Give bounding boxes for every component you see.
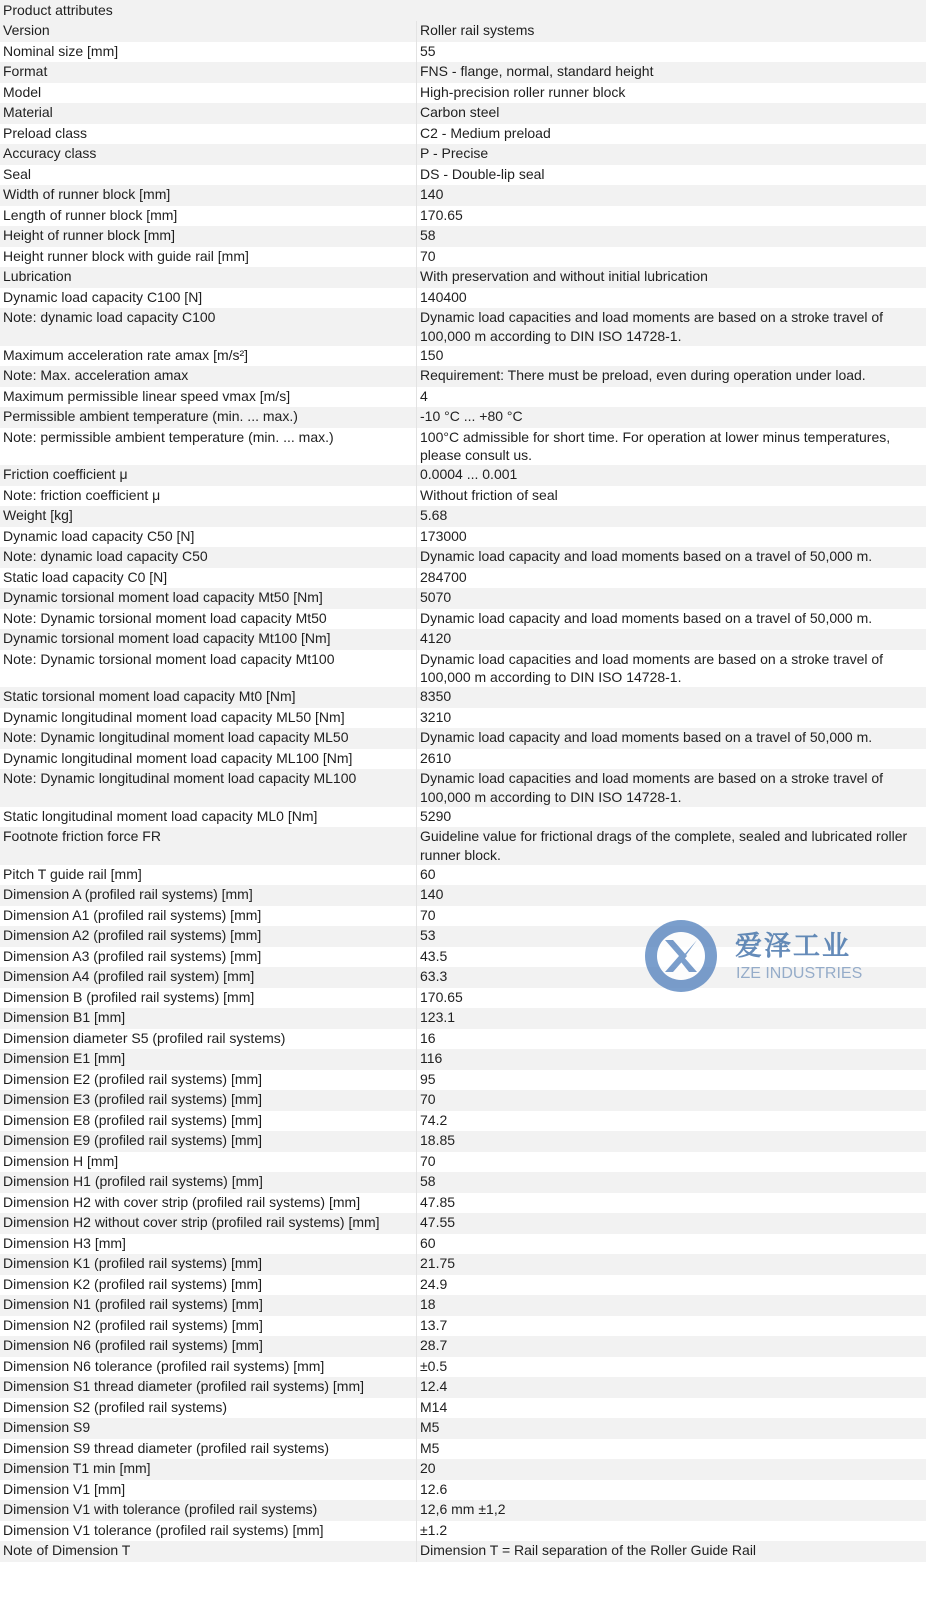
attribute-name: Note: Dynamic longitudinal moment load capacity ML50 — [0, 728, 417, 749]
attribute-name: Dynamic torsional moment load capacity Mt100 [Nm] — [0, 629, 417, 650]
table-row — [0, 206, 926, 227]
attribute-value: M5 — [417, 1418, 927, 1439]
attribute-name: Dimension diameter S5 (profiled rail systems) — [0, 1029, 417, 1050]
table-row — [0, 288, 926, 309]
attribute-value: Without friction of seal — [417, 486, 927, 507]
attribute-value: 140 — [417, 885, 927, 906]
table-row — [0, 1459, 926, 1480]
attribute-name: Preload class — [0, 124, 417, 145]
table-row — [0, 865, 926, 886]
table-row — [0, 1439, 926, 1460]
table-row — [0, 1377, 926, 1398]
attribute-name: Note of Dimension T — [0, 1541, 417, 1562]
attribute-name: Dimension B1 [mm] — [0, 1008, 417, 1029]
attribute-value: 43.5 — [417, 947, 927, 968]
table-row — [0, 1111, 926, 1132]
attribute-value: 12.6 — [417, 1480, 927, 1501]
attribute-value: 70 — [417, 1090, 927, 1111]
attribute-value: Dynamic load capacities and load moments are based on a stroke travel of 100,000 m according to DIN ISO 14728-1. — [417, 308, 927, 346]
attribute-name: Material — [0, 103, 417, 124]
attribute-name: Note: friction coefficient μ — [0, 486, 417, 507]
attribute-value: 150 — [417, 346, 927, 367]
attribute-name: Dimension A4 (profiled rail system) [mm] — [0, 967, 417, 988]
attribute-value: 170.65 — [417, 988, 927, 1009]
attribute-name: Dimension A (profiled rail systems) [mm] — [0, 885, 417, 906]
attribute-value: -10 °C ... +80 °C — [417, 407, 927, 428]
attribute-value: C2 - Medium preload — [417, 124, 927, 145]
attribute-name: Nominal size [mm] — [0, 42, 417, 63]
attribute-value: 5.68 — [417, 506, 927, 527]
table-row — [0, 547, 926, 568]
attribute-value: 60 — [417, 865, 927, 886]
table-row — [0, 568, 926, 589]
attribute-value: 60 — [417, 1234, 927, 1255]
attribute-name: Height runner block with guide rail [mm] — [0, 247, 417, 268]
attribute-name: Maximum acceleration rate amax [m/s²] — [0, 346, 417, 367]
attribute-name: Static load capacity C0 [N] — [0, 568, 417, 589]
attribute-name: Dimension H2 without cover strip (profiled rail systems) [mm] — [0, 1213, 417, 1234]
attribute-name: Dynamic longitudinal moment load capacity ML50 [Nm] — [0, 708, 417, 729]
attribute-value: 140 — [417, 185, 927, 206]
table-row — [0, 103, 926, 124]
attribute-value: 28.7 — [417, 1336, 927, 1357]
attribute-name: Note: permissible ambient temperature (min. ... max.) — [0, 428, 417, 466]
attribute-name: Lubrication — [0, 267, 417, 288]
attribute-value: Carbon steel — [417, 103, 927, 124]
table-row — [0, 1070, 926, 1091]
table-row — [0, 749, 926, 770]
table-row — [0, 807, 926, 828]
attribute-value: 5070 — [417, 588, 927, 609]
attribute-value: P - Precise — [417, 144, 927, 165]
table-row — [0, 988, 926, 1009]
attribute-name: Static torsional moment load capacity Mt0 [Nm] — [0, 687, 417, 708]
table-row — [0, 165, 926, 186]
table-row — [0, 21, 926, 42]
watermark-english-text: IZE INDUSTRIES — [736, 965, 863, 982]
table-row — [0, 247, 926, 268]
attribute-name: Version — [0, 21, 417, 42]
table-row — [0, 947, 926, 968]
attribute-value: M14 — [417, 1398, 927, 1419]
attribute-name: Pitch T guide rail [mm] — [0, 865, 417, 886]
attributes-table — [0, 21, 926, 1562]
attribute-value: 4120 — [417, 629, 927, 650]
table-row — [0, 308, 926, 346]
attribute-name: Dynamic torsional moment load capacity Mt50 [Nm] — [0, 588, 417, 609]
table-row — [0, 687, 926, 708]
watermark-chinese-text: 爱泽工业 — [735, 931, 851, 962]
table-row — [0, 124, 926, 145]
attribute-value: 18.85 — [417, 1131, 927, 1152]
attribute-value: 18 — [417, 1295, 927, 1316]
attribute-name: Note: Max. acceleration amax — [0, 366, 417, 387]
table-row — [0, 1295, 926, 1316]
attribute-value: 140400 — [417, 288, 927, 309]
table-row — [0, 1152, 926, 1173]
attribute-name: Dimension A3 (profiled rail systems) [mm] — [0, 947, 417, 968]
attribute-value: Dynamic load capacity and load moments based on a travel of 50,000 m. — [417, 547, 927, 568]
attribute-name: Note: dynamic load capacity C100 — [0, 308, 417, 346]
table-row — [0, 1172, 926, 1193]
attribute-value: 12,6 mm ±1,2 — [417, 1500, 927, 1521]
table-row — [0, 1234, 926, 1255]
table-row — [0, 906, 926, 927]
attribute-value: Dimension T = Rail separation of the Roller Guide Rail — [417, 1541, 927, 1562]
attribute-value: 58 — [417, 1172, 927, 1193]
attribute-name: Dimension V1 tolerance (profiled rail systems) [mm] — [0, 1521, 417, 1542]
attribute-value: 21.75 — [417, 1254, 927, 1275]
table-row — [0, 1480, 926, 1501]
attribute-name: Dimension B (profiled rail systems) [mm] — [0, 988, 417, 1009]
attribute-value: 70 — [417, 1152, 927, 1173]
attribute-value: 0.0004 ... 0.001 — [417, 465, 927, 486]
table-row — [0, 83, 926, 104]
table-row — [0, 1500, 926, 1521]
attribute-name: Height of runner block [mm] — [0, 226, 417, 247]
attribute-value: Dynamic load capacities and load moments are based on a stroke travel of 100,000 m according to DIN ISO 14728-1. — [417, 650, 927, 688]
attribute-name: Note: Dynamic torsional moment load capacity Mt50 — [0, 609, 417, 630]
attribute-value: 100°C admissible for short time. For operation at lower minus temperatures, please consult us. — [417, 428, 927, 466]
table-row — [0, 62, 926, 83]
attribute-name: Note: dynamic load capacity C50 — [0, 547, 417, 568]
table-row — [0, 967, 926, 988]
table-row — [0, 1049, 926, 1070]
attribute-name: Dimension E9 (profiled rail systems) [mm] — [0, 1131, 417, 1152]
table-row — [0, 486, 926, 507]
attribute-name: Dynamic longitudinal moment load capacity ML100 [Nm] — [0, 749, 417, 770]
table-row — [0, 527, 926, 548]
table-row — [0, 1521, 926, 1542]
attribute-name: Dimension K2 (profiled rail systems) [mm] — [0, 1275, 417, 1296]
attribute-name: Length of runner block [mm] — [0, 206, 417, 227]
attribute-value: FNS - flange, normal, standard height — [417, 62, 927, 83]
table-row — [0, 1193, 926, 1214]
attribute-name: Dimension S9 — [0, 1418, 417, 1439]
table-row — [0, 769, 926, 807]
attribute-value: 8350 — [417, 687, 927, 708]
attribute-name: Format — [0, 62, 417, 83]
attribute-name: Dimension T1 min [mm] — [0, 1459, 417, 1480]
attribute-name: Dimension H1 (profiled rail systems) [mm] — [0, 1172, 417, 1193]
attribute-value: 47.85 — [417, 1193, 927, 1214]
attribute-name: Note: Dynamic torsional moment load capacity Mt100 — [0, 650, 417, 688]
attribute-value: 12.4 — [417, 1377, 927, 1398]
table-row — [0, 1418, 926, 1439]
table-row — [0, 1316, 926, 1337]
table-row — [0, 428, 926, 466]
attribute-value: 55 — [417, 42, 927, 63]
attribute-value: With preservation and without initial lubrication — [417, 267, 927, 288]
attribute-value: Requirement: There must be preload, even during operation under load. — [417, 366, 927, 387]
attribute-name: Dimension H [mm] — [0, 1152, 417, 1173]
attribute-value: 16 — [417, 1029, 927, 1050]
attribute-value: 4 — [417, 387, 927, 408]
attribute-name: Permissible ambient temperature (min. ... max.) — [0, 407, 417, 428]
attribute-name: Dimension S9 thread diameter (profiled rail systems) — [0, 1439, 417, 1460]
table-row — [0, 1398, 926, 1419]
attribute-name: Dimension E3 (profiled rail systems) [mm] — [0, 1090, 417, 1111]
attribute-name: Dimension N1 (profiled rail systems) [mm] — [0, 1295, 417, 1316]
attribute-value: Guideline value for frictional drags of the complete, sealed and lubricated roller runner block. — [417, 827, 927, 865]
table-row — [0, 346, 926, 367]
table-row — [0, 650, 926, 688]
attribute-value: 5290 — [417, 807, 927, 828]
attribute-name: Dimension H2 with cover strip (profiled rail systems) [mm] — [0, 1193, 417, 1214]
attribute-value: 284700 — [417, 568, 927, 589]
attribute-name: Width of runner block [mm] — [0, 185, 417, 206]
attribute-name: Dimension A2 (profiled rail systems) [mm] — [0, 926, 417, 947]
table-row — [0, 629, 926, 650]
attribute-value: M5 — [417, 1439, 927, 1460]
attribute-value: Dynamic load capacities and load moments are based on a stroke travel of 100,000 m according to DIN ISO 14728-1. — [417, 769, 927, 807]
table-row — [0, 1131, 926, 1152]
attribute-name: Dimension H3 [mm] — [0, 1234, 417, 1255]
attributes-table-body — [0, 21, 926, 1562]
attribute-value: Dynamic load capacity and load moments based on a travel of 50,000 m. — [417, 728, 927, 749]
attribute-value: ±1.2 — [417, 1521, 927, 1542]
table-row — [0, 1275, 926, 1296]
attribute-value: 20 — [417, 1459, 927, 1480]
table-row — [0, 1029, 926, 1050]
table-row — [0, 1213, 926, 1234]
table-row — [0, 144, 926, 165]
attribute-name: Dimension E2 (profiled rail systems) [mm] — [0, 1070, 417, 1091]
attribute-name: Model — [0, 83, 417, 104]
table-row — [0, 708, 926, 729]
attribute-value: 58 — [417, 226, 927, 247]
attribute-value: 63.3 — [417, 967, 927, 988]
table-row — [0, 1357, 926, 1378]
attribute-name: Dimension S2 (profiled rail systems) — [0, 1398, 417, 1419]
table-row — [0, 926, 926, 947]
table-row — [0, 609, 926, 630]
attribute-value: 74.2 — [417, 1111, 927, 1132]
attribute-name: Dimension E1 [mm] — [0, 1049, 417, 1070]
attribute-value: 2610 — [417, 749, 927, 770]
attribute-value: 53 — [417, 926, 927, 947]
table-row — [0, 185, 926, 206]
attribute-value: Dynamic load capacity and load moments based on a travel of 50,000 m. — [417, 609, 927, 630]
attribute-value: 123.1 — [417, 1008, 927, 1029]
attribute-name: Footnote friction force FR — [0, 827, 417, 865]
attribute-name: Dimension N6 tolerance (profiled rail systems) [mm] — [0, 1357, 417, 1378]
table-row — [0, 885, 926, 906]
table-row — [0, 827, 926, 865]
attribute-name: Accuracy class — [0, 144, 417, 165]
table-row — [0, 42, 926, 63]
section-header: Product attributes — [0, 0, 926, 21]
attribute-name: Dynamic load capacity C50 [N] — [0, 527, 417, 548]
table-row — [0, 387, 926, 408]
attribute-value: Roller rail systems — [417, 21, 927, 42]
table-row — [0, 728, 926, 749]
attribute-value: 173000 — [417, 527, 927, 548]
table-row — [0, 407, 926, 428]
attribute-name: Dimension V1 with tolerance (profiled rail systems) — [0, 1500, 417, 1521]
table-row — [0, 1541, 926, 1562]
attribute-name: Dimension N2 (profiled rail systems) [mm] — [0, 1316, 417, 1337]
attribute-name: Seal — [0, 165, 417, 186]
table-row — [0, 267, 926, 288]
table-row — [0, 1090, 926, 1111]
table-row — [0, 1254, 926, 1275]
attribute-name: Dimension E8 (profiled rail systems) [mm] — [0, 1111, 417, 1132]
attribute-name: Maximum permissible linear speed vmax [m/s] — [0, 387, 417, 408]
table-row — [0, 1008, 926, 1029]
attribute-value: 170.65 — [417, 206, 927, 227]
table-row — [0, 226, 926, 247]
attribute-value: 13.7 — [417, 1316, 927, 1337]
attribute-value: 24.9 — [417, 1275, 927, 1296]
attribute-name: Dimension N6 (profiled rail systems) [mm] — [0, 1336, 417, 1357]
table-row — [0, 506, 926, 527]
attribute-value: High-precision roller runner block — [417, 83, 927, 104]
table-row — [0, 1336, 926, 1357]
attribute-name: Static longitudinal moment load capacity ML0 [Nm] — [0, 807, 417, 828]
attribute-name: Dimension S1 thread diameter (profiled rail systems) [mm] — [0, 1377, 417, 1398]
attribute-value: ±0.5 — [417, 1357, 927, 1378]
attribute-value: 116 — [417, 1049, 927, 1070]
attribute-value: 3210 — [417, 708, 927, 729]
attribute-value: 70 — [417, 906, 927, 927]
attribute-name: Dimension A1 (profiled rail systems) [mm] — [0, 906, 417, 927]
attribute-name: Note: Dynamic longitudinal moment load capacity ML100 — [0, 769, 417, 807]
table-row — [0, 366, 926, 387]
attribute-value: 47.55 — [417, 1213, 927, 1234]
attribute-name: Dimension V1 [mm] — [0, 1480, 417, 1501]
attribute-name: Friction coefficient μ — [0, 465, 417, 486]
table-row — [0, 465, 926, 486]
attribute-name: Weight [kg] — [0, 506, 417, 527]
attribute-value: DS - Double-lip seal — [417, 165, 927, 186]
attribute-name: Dimension K1 (profiled rail systems) [mm] — [0, 1254, 417, 1275]
attribute-name: Dynamic load capacity C100 [N] — [0, 288, 417, 309]
attribute-value: 70 — [417, 247, 927, 268]
attribute-value: 95 — [417, 1070, 927, 1091]
table-row — [0, 588, 926, 609]
